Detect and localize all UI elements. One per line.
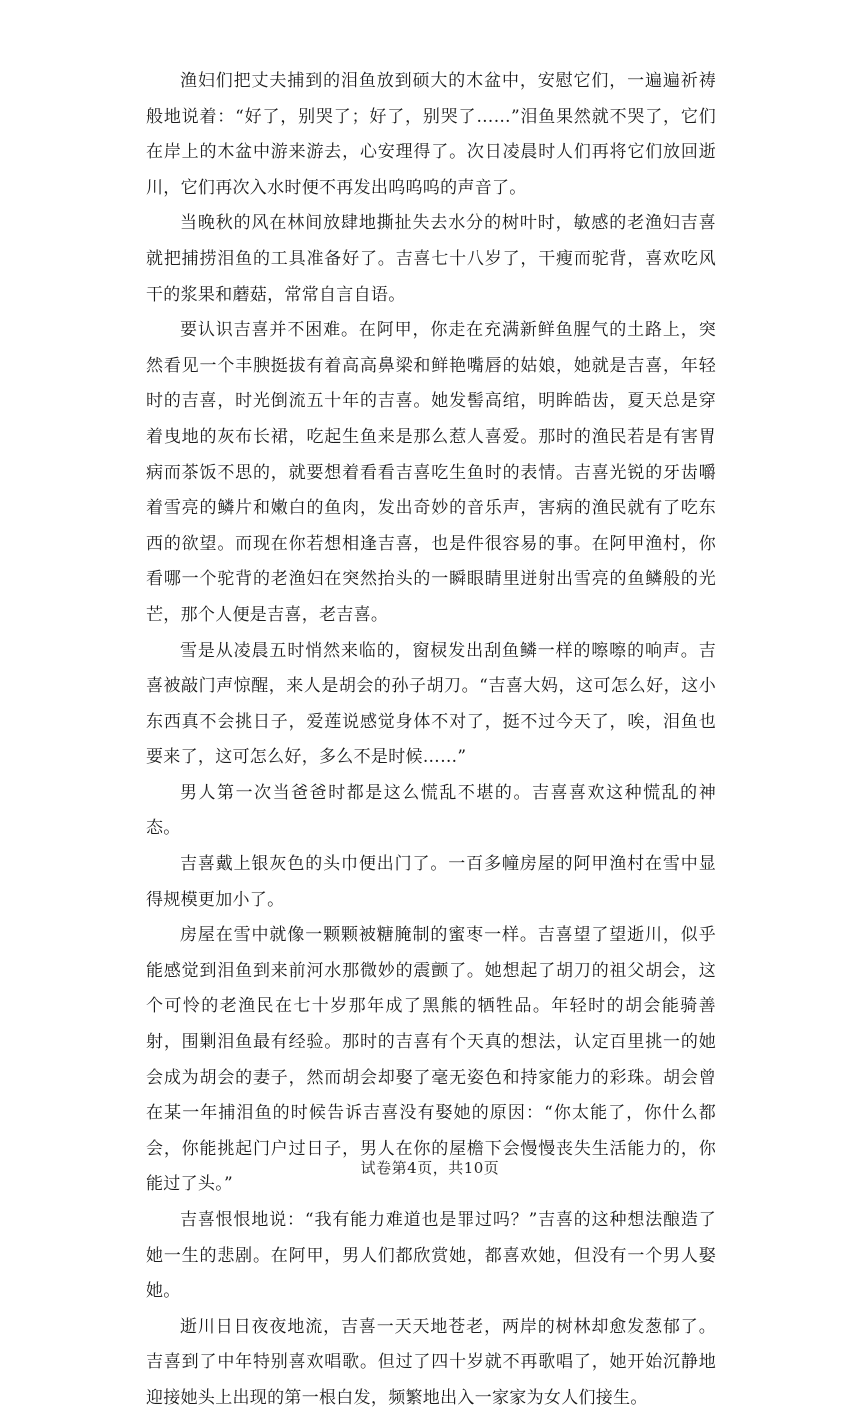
page-footer: 试卷第4页，共10页 bbox=[360, 1159, 500, 1177]
paragraph-3: 要认识吉喜并不困难。在阿甲，你走在充满新鲜鱼腥气的土路上，突然看见一个丰腴挺拔有着高高鼻梁和鲜艳嘴唇的姑娘，她就是吉喜，年轻时的吉喜，时光倒流五十年的吉喜。她发髻高绾，明眸皓齿，夏天总是穿着曳地的灰布长裙，吃起生鱼来是那么惹人喜爱。那时的渔民若是有害胃病而茶饭不思的，就要想着看看吉喜吃生鱼时的表情。吉喜光锐的牙齿嚼着雪亮的鳞片和嫩白的鱼肉，发出奇妙的音乐声，害病的渔民就有了吃东西的欲望。而现在你若想相逢吉喜，也是件很容易的事。在阿甲渔村，你看哪一个驼背的老渔妇在突然抬头的一瞬眼睛里迸射出雪亮的鱼鳞般的光芒，那个人便是吉喜，老吉喜。 bbox=[146, 320, 716, 625]
paragraph-8: 吉喜恨恨地说：“我有能力难道也是罪过吗？”吉喜的这种想法酿造了她一生的悲剧。在阿甲，男人们都欣赏她，都喜欢她，但没有一个男人娶她。 bbox=[146, 1210, 716, 1302]
paragraph-6: 吉喜戴上银灰色的头巾便出门了。一百多幢房屋的阿甲渔村在雪中显得规模更加小了。 bbox=[146, 854, 716, 910]
passage-body bbox=[146, 64, 716, 1417]
paragraph-2: 当晚秋的风在林间放肆地撕扯失去水分的树叶时，敏感的老渔妇吉喜就把捕捞泪鱼的工具准备好了。吉喜七十八岁了，干瘦而驼背，喜欢吃风干的浆果和蘑菇，常常自言自语。 bbox=[146, 213, 716, 305]
paragraph-4: 雪是从凌晨五时悄然来临的，窗棂发出刮鱼鳞一样的嚓嚓的响声。吉喜被敲门声惊醒，来人是胡会的孙子胡刀。“吉喜大妈，这可怎么好，这小东西真不会挑日子，爱莲说感觉身体不对了，挺不过今天了，唉，泪鱼也要来了，这可怎么好，多么不是时候……” bbox=[146, 640, 716, 768]
paragraph-1: 渔妇们把丈夫捕到的泪鱼放到硕大的木盆中，安慰它们，一遍遍祈祷般地说着：“好了，别哭了；好了，别哭了……”泪鱼果然就不哭了，它们在岸上的木盆中游来游去，心安理得了。次日凌晨时人们再将它们放回逝川，它们再次入水时便不再发出呜呜呜的声音了。 bbox=[146, 71, 716, 198]
paragraph-9: 逝川日日夜夜地流，吉喜一天天地苍老，两岸的树林却愈发葱郁了。吉喜到了中年特别喜欢唱歌。但过了四十岁就不再歌唱了，她开始沉静地迎接她头上出现的第一根白发，频繁地出入一家家为女人们接生。 bbox=[146, 1316, 716, 1408]
paragraph-7: 房屋在雪中就像一颗颗被糖腌制的蜜枣一样。吉喜望了望逝川，似乎能感觉到泪鱼到来前河水那微妙的震颤了。她想起了胡刀的祖父胡会，这个可怜的老渔民在七十岁那年成了黑熊的牺牲品。年轻时的胡会能骑善射，围剿泪鱼最有经验。那时的吉喜有个天真的想法，认定百里挑一的她会成为胡会的妻子，然而胡会却娶了毫无姿色和持家能力的彩珠。胡会曾在某一年捕泪鱼的时候告诉吉喜没有娶她的原因：“你太能了，你什么都会，你能挑起门户过日子，男人在你的屋檐下会慢慢丧失生活能力的，你能过了头。” bbox=[146, 925, 716, 1195]
paragraph-5: 男人第一次当爸爸时都是这么慌乱不堪的。吉喜喜欢这种慌乱的神态。 bbox=[146, 782, 716, 839]
